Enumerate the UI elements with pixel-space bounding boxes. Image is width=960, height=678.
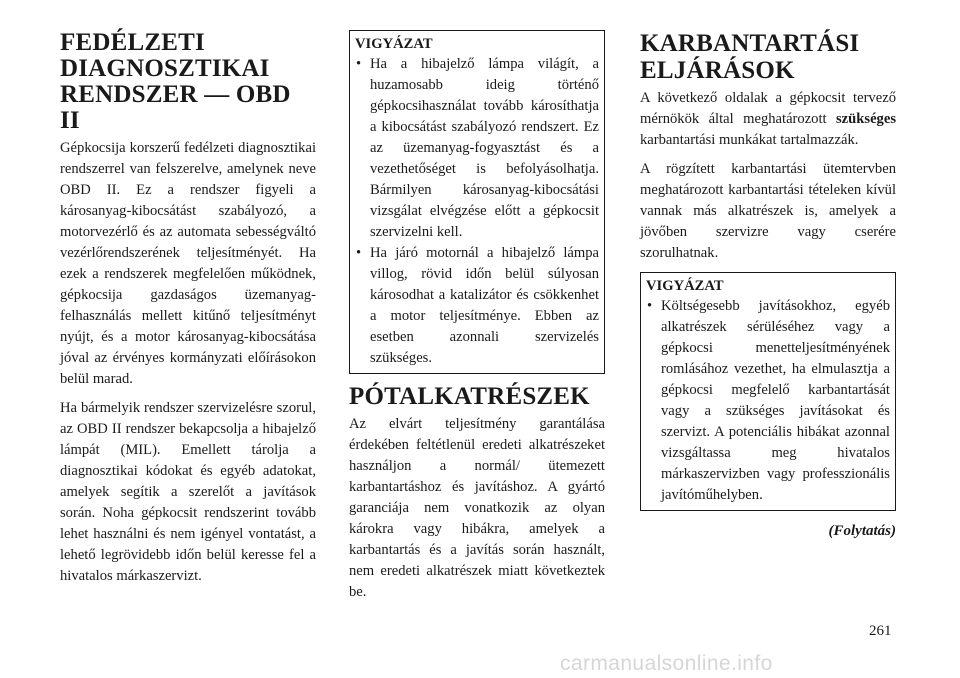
middle-column [349,30,605,611]
warning-item: • Költségesebb javításokhoz, egyéb alkatrészek sérüléséhez vagy a gépkocsi menetteljesítményének romlásához vezethet, ha elmulasztja a gépkocsi megfelelő karbantartását vagy a szükséges javításokat és szervizt. A potenciális hibákat azonnal vizsgáltassa meg hivatalos márkaszervizben vagy professzionális javítóműhelyben. [646,296,890,506]
obd-paragraph-1: Gépkocsija korszerű fedélzeti diagnosztikai rendszerrel van felszerelve, amelynek neve OBD II. Ez a rendszer figyeli a károsanyag-kibocsátást szabályozó, a motorvezérlő és az automata sebességváltó vezérlőrendszerének teljesítményét. Ha ezek a rendszerek megfelelően működnek, gépkocsija gazdaságos üzemanyag-felhasználás mellett kitűnő teljesítményt nyújt, és a motor károsanyag-kibocsátása jóval az érvényes kormányzati előírásokon belül marad. [60,140,316,387]
obd-heading: FEDÉLZETI DIAGNOSZTIKAI RENDSZER — OBD II [60,29,291,134]
right-column [640,30,896,541]
page-number: 261 [869,623,892,639]
parts-paragraph: Az elvárt teljesítmény garantálása érdekében feltétlenül eredeti alkatrészeket használjon a normál/ ütemezett karbantartáshoz és javításhoz. A gyártó garanciája nem vonatkozik az olyan károkra vagy hibákra, amelyek a karbantartás és a javítás során használt, nem eredeti alkatrészek miatt következtek be. [349,416,605,600]
warning-item: • Ha a hibajelző lámpa világít, a huzamosabb ideig történő gépkocsihasználat tovább károsíthatja a kibocsátást szabályozó rendszert. Ez az üzemanyag-fogyasztást és a vezethetőséget is befolyásolhatja. Bármilyen károsanyag-kibocsátási vizsgálat elvégzése előtt a gépkocsit szervizelni kell. [355,54,599,243]
continued-label: (Folytatás) [828,523,896,539]
warning-list [646,296,890,506]
warning-title: VIGYÁZAT [646,278,724,294]
obd-paragraph-2: Ha bármelyik rendszer szervizelésre szorul, az OBD II rendszer bekapcsolja a hibajelző lámpát (MIL). Emellett tárolja a diagnosztikai kódokat és egyéb adatokat, amelyek segítik a szerelőt a javítások során. Noha gépkocsit rendszerint tovább lehet használni és nem igényel vontatást, a lehető legrövidebb időn belül keresse fel a hivatalos márkaszervizt. [60,400,316,584]
warning-list [355,54,599,369]
maintenance-text: karbantartási munkákat tartalmazzák. [640,132,859,148]
left-column [60,30,316,595]
warning-box-mil [349,30,605,374]
parts-heading: PÓTALKATRÉSZEK [349,383,590,410]
warning-item: • Ha járó motornál a hibajelző lámpa villog, rövid időn belül súlyosan károsodhat a katalizátor és csökkenhet a motor teljesítménye. Ebben az esetben azonnali szervizelés szükséges. [355,243,599,369]
warning-box-maintenance [640,272,896,511]
maintenance-heading: KARBANTARTÁSI ELJÁRÁSOK [640,30,860,84]
maintenance-emphasis: szükséges [836,111,896,127]
maintenance-text: A következő oldalak a gépkocsit tervező mérnökök által meghatározott [640,90,896,127]
warning-title: VIGYÁZAT [355,36,433,52]
maintenance-paragraph-2: A rögzített karbantartási ütemtervben meghatározott karbantartási tételeken kívül vannak más alkatrészek is, amelyek a jövőben szervizre vagy cserére szorulhatnak. [640,161,896,261]
watermark: carmanualsonline.info [560,652,773,675]
maintenance-paragraph-1 [640,88,896,151]
